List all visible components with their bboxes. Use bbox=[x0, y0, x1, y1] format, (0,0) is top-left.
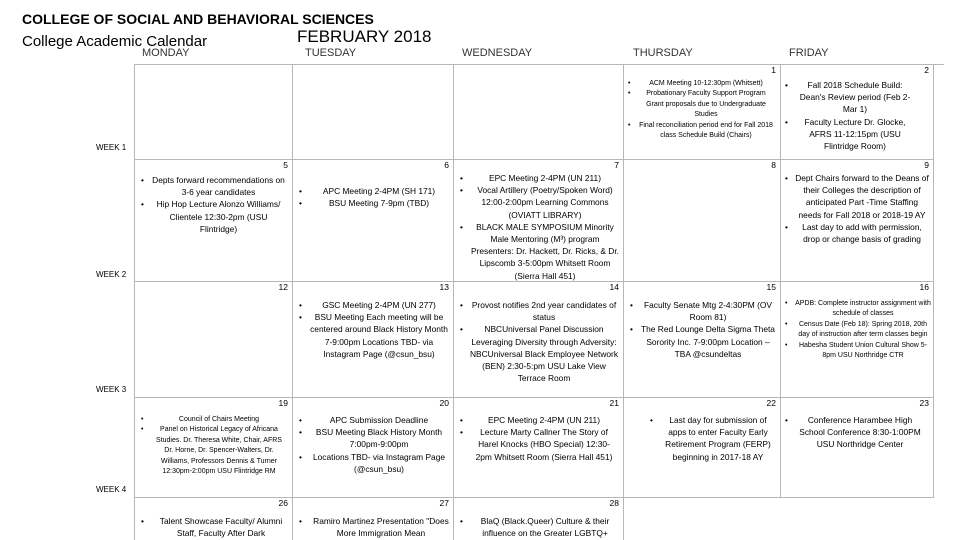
event-item: • Lecture Marty Callner The Story of Harel Knocks (HBO Special) 12:30-2pm Whitsett Room (Sierra Hall 451) bbox=[460, 426, 618, 463]
day-number: 28 bbox=[609, 498, 619, 508]
event-item: • Faculty Senate Mtg 2-4:30PM (OV Room 81) bbox=[630, 299, 776, 323]
day-cell-feb-9 bbox=[781, 160, 934, 282]
day-cell-feb-2 bbox=[781, 65, 934, 160]
day-number: 26 bbox=[278, 498, 288, 508]
event-item: • BSU Meeting Each meeting will be centered around Black History Month 7-9:00pm Locations TBD- via Instagram Page (@csun_bsu) bbox=[299, 311, 449, 360]
event-item: • APC Meeting 2-4PM (SH 171) bbox=[299, 185, 449, 197]
event-item: • Locations TBD- via Instagram Page (@csun_bsu) bbox=[299, 451, 449, 475]
header-friday: FRIDAY bbox=[789, 47, 829, 59]
event-item: • Habesha Student Union Cultural Show 5-8pm USU Northridge CTR bbox=[785, 341, 931, 362]
event-item: • Hip Hop Lecture Alonzo Williams/ Clientele 12:30-2pm (USU Flintridge) bbox=[141, 198, 286, 235]
week-1-label: WEEK 1 bbox=[96, 143, 127, 152]
day-number: 22 bbox=[766, 398, 776, 408]
event-item: • Conference Harambee High School Conference 8:30-1:00PM USU Northridge Center bbox=[785, 414, 925, 451]
event-item: • Probationary Faculty Support Program Grant proposals due to Undergraduate Studies bbox=[628, 89, 774, 120]
event-item: • Ramiro Martinez Presentation "Does More Immigration Mean bbox=[299, 515, 453, 539]
day-cell-feb-27 bbox=[293, 498, 454, 540]
day-number: 1 bbox=[771, 65, 776, 75]
event-item: • EPC Meeting 2-4PM (UN 211) bbox=[460, 172, 620, 184]
calendar-title: College Academic Calendar bbox=[22, 33, 208, 50]
day-number: 14 bbox=[609, 282, 619, 292]
day-cell-feb-23 bbox=[781, 398, 934, 498]
day-cell-feb-15 bbox=[624, 282, 781, 398]
day-cell-feb-22 bbox=[624, 398, 781, 498]
event-item: • APDB: Complete instructor assignment with schedule of classes bbox=[785, 299, 931, 320]
day-number: 7 bbox=[614, 160, 619, 170]
day-cell-feb-12 bbox=[135, 282, 293, 398]
day-cell-feb-19 bbox=[135, 398, 293, 498]
event-item: • Talent Showcase Faculty/ Alumni Staff, Faculty After Dark bbox=[141, 515, 291, 539]
day-cell-empty bbox=[135, 65, 293, 160]
header-monday: MONDAY bbox=[142, 47, 190, 59]
event-item: • NBCUniversal Panel Discussion Leveraging Diversity through Adversity: NBCUniversal Black Employee Network (BEN) 2:30-5:pm USU Lake View Terrace Room bbox=[460, 323, 618, 384]
day-cell-feb-5 bbox=[135, 160, 293, 282]
event-item: • ACM Meeting 10-12:30pm (Whitsett) bbox=[628, 79, 774, 89]
week-2-label: WEEK 2 bbox=[96, 270, 127, 279]
day-number: 8 bbox=[771, 160, 776, 170]
day-number: 20 bbox=[439, 398, 449, 408]
event-item: • Provost notifies 2nd year candidates of status bbox=[460, 299, 618, 323]
day-number: 5 bbox=[283, 160, 288, 170]
header-thursday: THURSDAY bbox=[633, 47, 693, 59]
college-title: COLLEGE OF SOCIAL AND BEHAVIORAL SCIENCES bbox=[22, 11, 374, 27]
day-cell-feb-20 bbox=[293, 398, 454, 498]
week-3-label: WEEK 3 bbox=[96, 385, 127, 394]
day-cell-feb-28 bbox=[454, 498, 624, 540]
week-4-label: WEEK 4 bbox=[96, 485, 127, 494]
day-number: 12 bbox=[278, 282, 288, 292]
day-number: 21 bbox=[609, 398, 619, 408]
day-cell-feb-26 bbox=[135, 498, 293, 540]
day-cell-feb-6 bbox=[293, 160, 454, 282]
event-item: • Panel on Historical Legacy of Africana Studies. Dr. Theresa White, Chair, AFRS Dr. Horne, Dr. Spencer-Walters, Dr. Williams, Professors Dennis & Turner 12:30pm-2:00pm USU Flintridge RM bbox=[141, 425, 287, 477]
day-cell-empty bbox=[293, 65, 454, 160]
day-number: 6 bbox=[444, 160, 449, 170]
event-item: • Faculty Lecture Dr. Glocke, AFRS 11-12:15pm (USU Flintridge Room) bbox=[785, 116, 915, 153]
day-number: 27 bbox=[439, 498, 449, 508]
day-number: 2 bbox=[924, 65, 929, 75]
event-item: • Council of Chairs Meeting bbox=[141, 415, 287, 425]
event-item: • Vocal Artillery (Poetry/Spoken Word) 12:00-2:00pm Learning Commons (OVIATT LIBRARY) bbox=[460, 184, 620, 221]
day-number: 15 bbox=[766, 282, 776, 292]
day-number: 19 bbox=[278, 398, 288, 408]
event-item: • Fall 2018 Schedule Build: Dean's Review period (Feb 2- Mar 1) bbox=[785, 79, 915, 116]
day-number: 16 bbox=[919, 282, 929, 292]
day-cell-feb-1 bbox=[624, 65, 781, 160]
event-item: • Last day for submission of apps to enter Faculty Early Retirement Program (FERP) beginning in 2017-18 AY bbox=[650, 414, 776, 463]
header-tuesday: TUESDAY bbox=[305, 47, 357, 59]
day-cell-feb-7 bbox=[454, 160, 624, 282]
event-item: • BLACK MALE SYMPOSIUM Minority Male Mentoring (M³) program Presenters: Dr. Hackett, Dr. Ricks, & Dr. Lipscomb 3-5:00pm Whitsett Room (Sierra Hall 451) bbox=[460, 221, 620, 282]
day-cell-empty bbox=[454, 65, 624, 160]
day-cell-feb-8 bbox=[624, 160, 781, 282]
day-cell-feb-21 bbox=[454, 398, 624, 498]
day-number: 13 bbox=[439, 282, 449, 292]
event-item: • Dept Chairs forward to the Deans of their Colleges the description of anticipated Part -Time Staffing needs for Fall 2018 or 2018-19 AY bbox=[785, 172, 929, 221]
event-item: • BlaQ (Black.Queer) Culture & their influence on the Greater LGBTQ+ bbox=[460, 515, 620, 539]
day-cell-feb-13 bbox=[293, 282, 454, 398]
event-item: • Depts forward recommendations on 3-6 year candidates bbox=[141, 174, 286, 198]
day-number: 23 bbox=[919, 398, 929, 408]
day-number: 9 bbox=[924, 160, 929, 170]
event-item: • APC Submission Deadline bbox=[299, 414, 449, 426]
event-item: • BSU Meeting 7-9pm (TBD) bbox=[299, 197, 449, 209]
event-item: • Census Date (Feb 18): Spring 2018, 20th day of instruction after term classes begin bbox=[785, 320, 931, 341]
event-item: • Last day to add with permission, drop or change basis of grading bbox=[785, 221, 929, 245]
header-wednesday: WEDNESDAY bbox=[462, 47, 533, 59]
event-item: • BSU Meeting Black History Month 7:00pm-9:00pm bbox=[299, 426, 449, 450]
event-item: • The Red Lounge Delta Sigma Theta Sorority Inc. 7-9:00pm Location –TBA @csundeltas bbox=[630, 323, 776, 360]
day-cell-feb-16 bbox=[781, 282, 934, 398]
event-item: • GSC Meeting 2-4PM (UN 277) bbox=[299, 299, 449, 311]
month-title: FEBRUARY 2018 bbox=[297, 27, 432, 46]
day-cell-feb-14 bbox=[454, 282, 624, 398]
event-item: • Final reconciliation period end for Fall 2018 class Schedule Build (Chairs) bbox=[628, 121, 774, 142]
event-item: • EPC Meeting 2-4PM (UN 211) bbox=[460, 414, 618, 426]
